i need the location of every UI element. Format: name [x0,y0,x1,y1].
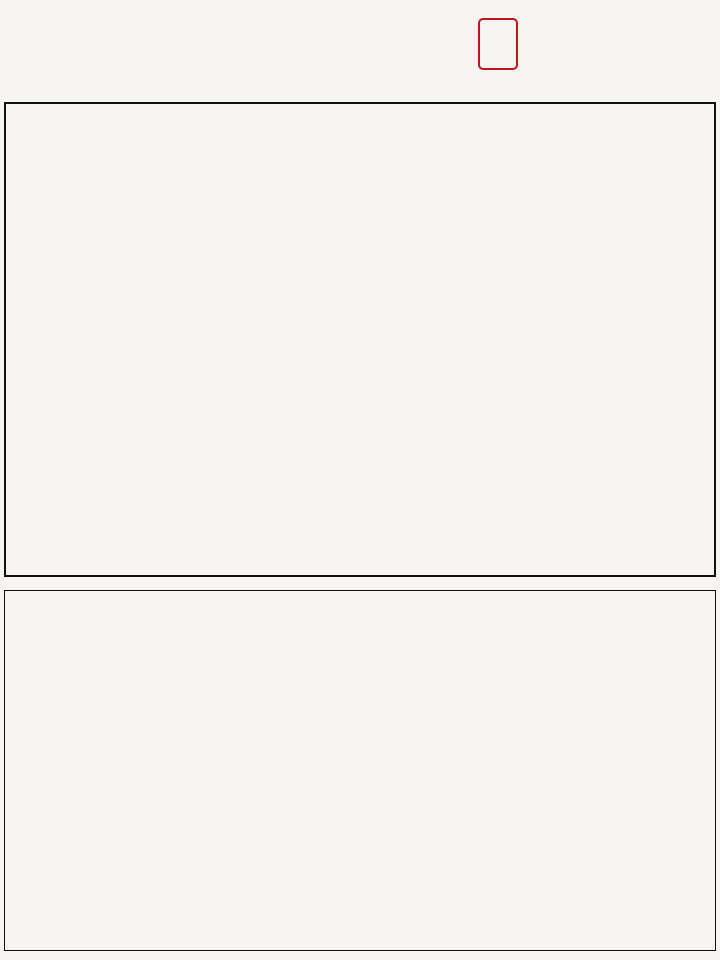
luu-nien-grid [4,590,716,951]
seal-stamp [478,18,518,70]
la-so-table [4,102,716,577]
qr-code-icon[interactable] [378,20,448,90]
header [0,0,720,100]
